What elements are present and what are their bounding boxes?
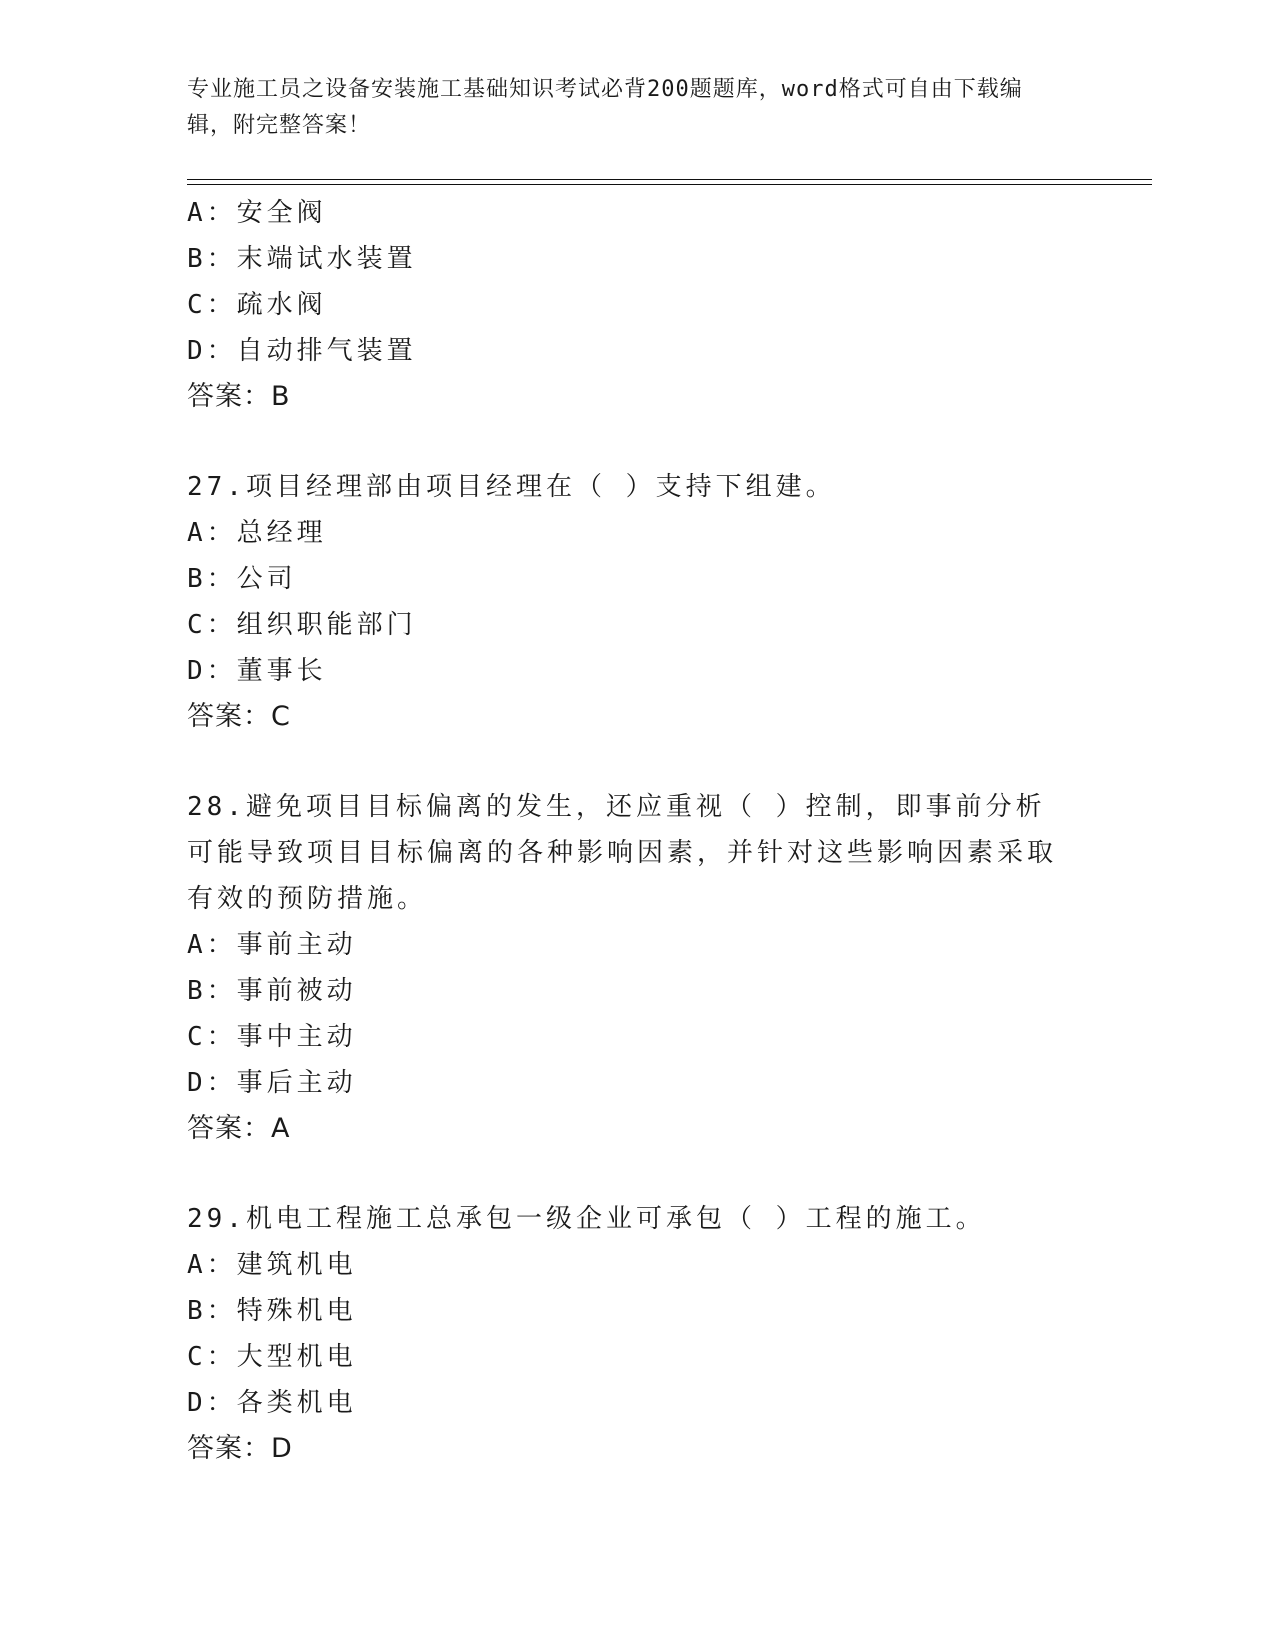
question-28 [187,784,1087,1152]
header-rule-bottom [187,184,1152,185]
option-c: C：大型机电 [187,1342,357,1372]
answer-line: 答案：A [187,1113,291,1144]
header-title: 专业施工员之设备安装施工基础知识考试必背200题题库，word格式可自由下载编辑，附完整答案！ [187,77,1023,138]
answer-line: 答案：D [187,1433,293,1464]
option-b: B：公司 [187,564,297,594]
question-stem: 28.避免项目目标偏离的发生，还应重视（ ）控制，即事前分析可能导致项目目标偏离的各种影响因素，并针对这些影响因素采取有效的预防措施。 [187,792,1058,914]
question-stem: 29.机电工程施工总承包一级企业可承包（ ）工程的施工。 [187,1204,986,1234]
option-b: B：末端试水装置 [187,244,417,274]
option-d: D：自动排气装置 [187,336,417,366]
question-27 [187,464,1087,740]
header-rule-top [187,179,1152,180]
option-a: A：事前主动 [187,930,357,960]
option-b: B：事前被动 [187,976,357,1006]
option-a: A：建筑机电 [187,1250,357,1280]
option-c: C：事中主动 [187,1022,357,1052]
option-d: D：事后主动 [187,1068,357,1098]
option-c: C：组织职能部门 [187,610,417,640]
lead-question-block [187,190,1087,420]
option-a: A：总经理 [187,518,327,548]
question-29 [187,1196,1087,1472]
option-a: A：安全阀 [187,198,327,228]
question-stem: 27.项目经理部由项目经理在（ ）支持下组建。 [187,472,836,502]
option-d: D：各类机电 [187,1388,357,1418]
answer-line: 答案：B [187,381,291,412]
option-c: C：疏水阀 [187,290,327,320]
option-b: B：特殊机电 [187,1296,357,1326]
answer-line: 答案：C [187,701,291,732]
option-d: D：董事长 [187,656,327,686]
question-list [187,190,1087,1472]
document-header [187,72,1067,144]
